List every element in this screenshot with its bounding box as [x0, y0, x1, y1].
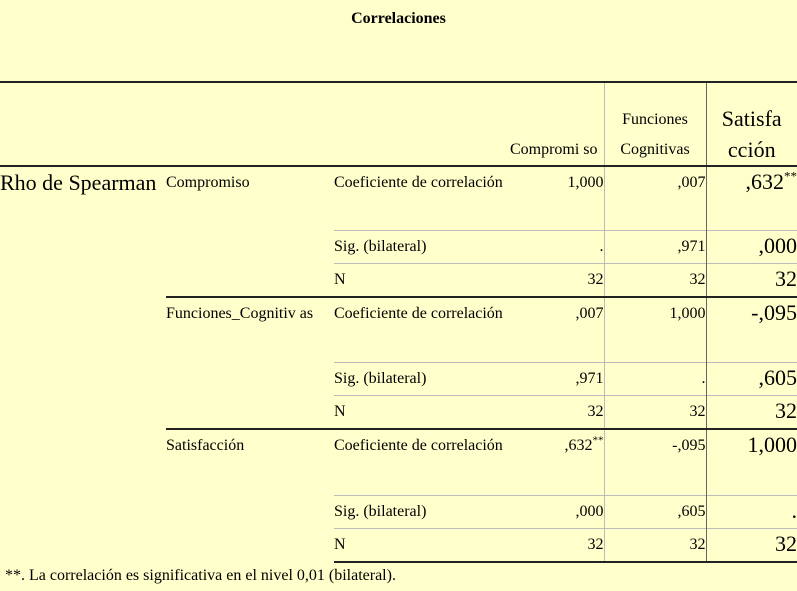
cell-value: ,000 — [706, 230, 797, 263]
cell-value: 1,000 — [604, 297, 706, 363]
stat-label: Coeficiente de correlación — [334, 166, 504, 230]
stat-label: N — [334, 396, 504, 430]
header-satisfaccion: Satisfa cción — [706, 82, 797, 166]
variable-label: Funciones_Cognitiv as — [166, 297, 334, 430]
cell-value: ,971 — [604, 230, 706, 263]
cell-value: ,632** — [504, 429, 604, 495]
cell-value: 32 — [504, 396, 604, 430]
stat-label: N — [334, 263, 504, 297]
stat-label: Sig. (bilateral) — [334, 230, 504, 263]
cell-value: ,971 — [504, 363, 604, 396]
cell-value: 32 — [604, 396, 706, 430]
table-row — [0, 166, 797, 230]
stat-label: Sig. (bilateral) — [334, 495, 504, 528]
cell-value: ,632** — [706, 166, 797, 230]
variable-label: Satisfacción — [166, 429, 334, 562]
cell-value: 32 — [504, 528, 604, 562]
footnote: **. La correlación es significativa en el nivel 0,01 (bilateral). — [5, 567, 396, 584]
cell-value: -,095 — [706, 297, 797, 363]
cell-value: ,007 — [604, 166, 706, 230]
cell-value: . — [706, 495, 797, 528]
cell-value: ,007 — [504, 297, 604, 363]
stat-label: Coeficiente de correlación — [334, 297, 504, 363]
stat-label: N — [334, 528, 504, 562]
cell-value: ,605 — [604, 495, 706, 528]
rowgroup-label: Rho de Spearman — [0, 170, 157, 195]
header-funciones: Funciones Cognitivas — [604, 82, 706, 166]
cell-value: 32 — [604, 263, 706, 297]
correlation-table — [0, 81, 797, 563]
cell-value: ,605 — [706, 363, 797, 396]
cell-value: 1,000 — [706, 429, 797, 495]
cell-value: 1,000 — [504, 166, 604, 230]
cell-value: 32 — [504, 263, 604, 297]
cell-value: 32 — [706, 528, 797, 562]
table-title: Correlaciones — [351, 10, 446, 27]
variable-label: Compromiso — [166, 166, 334, 297]
cell-value: -,095 — [604, 429, 706, 495]
cell-value: . — [604, 363, 706, 396]
stat-label: Sig. (bilateral) — [334, 363, 504, 396]
header-compromiso: Compromi so — [504, 82, 604, 166]
cell-value: 32 — [706, 263, 797, 297]
header-row — [0, 82, 797, 166]
cell-value: 32 — [604, 528, 706, 562]
stat-label: Coeficiente de correlación — [334, 429, 504, 495]
cell-value: ,000 — [504, 495, 604, 528]
cell-value: . — [504, 230, 604, 263]
cell-value: 32 — [706, 396, 797, 430]
